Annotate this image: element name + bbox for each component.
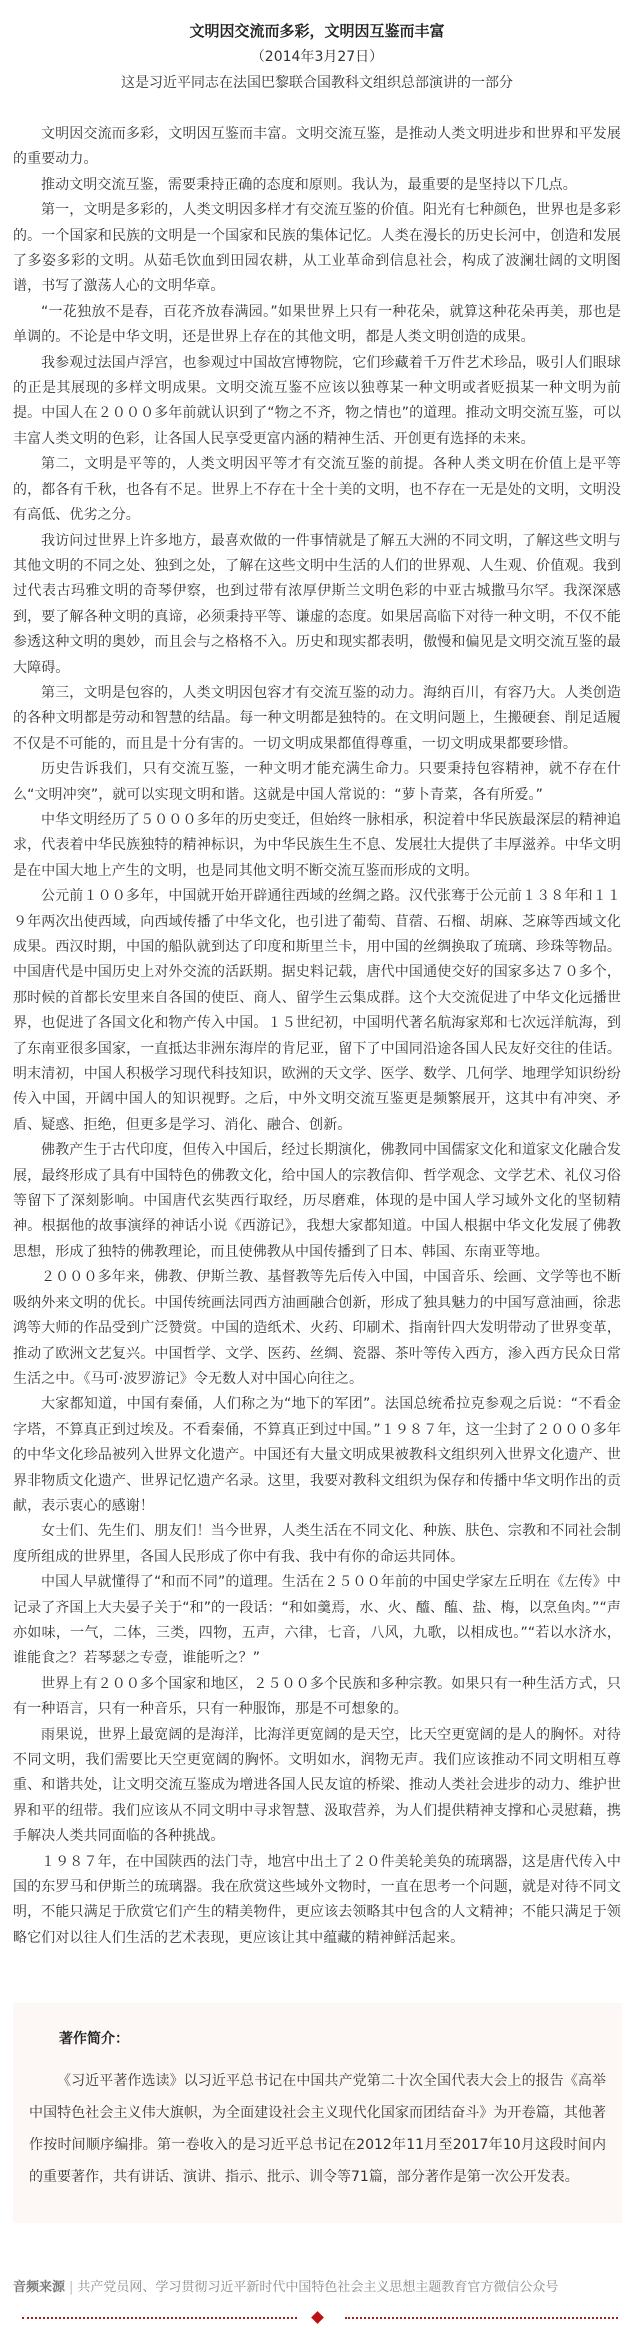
decorative-divider [0, 2308, 634, 2328]
paragraph: 佛教产生于古代印度，但传入中国后，经过长期演化，佛教同中国儒家文化和道家文化融合发展，最终形成了具有中国特色的佛教文化，给中国人的宗教信仰、哲学观念、文学艺术、礼仪习俗等留下了深刻影响。中国唐代玄奘西行取经，历尽磨难，体现的是中国人学习域外文化的坚韧精神。根据他的故事演绎的神话小说《西游记》，我想大家都知道。中国人根据中华文化发展了佛教思想，形成了独特的佛教理论，而且使佛教从中国传播到了日本、韩国、东南亚等地。 [13, 1142, 621, 1260]
article-subtitle: 这是习近平同志在法国巴黎联合国教科文组织总部演讲的一部分 [121, 75, 513, 91]
paragraph: １９８７年，在中国陕西的法门寺，地宫中出土了２０件美轮美奂的琉璃器，这是唐代传入中国的东罗马和伊斯兰的琉璃器。我在欣赏这些域外文物时，一直在思考一个问题，就是对待不同文明，不能只满足于欣赏它们产生的精美物件，更应该去领略其中包含的人文精神；不能只满足于领略它们对以往人们生活的艺术表现，更应该让其中蕴藏的精神鲜活起来。 [13, 1853, 621, 1946]
paragraph: ２０００多年来，佛教、伊斯兰教、基督教等先后传入中国，中国音乐、绘画、文学等也不断吸纳外来文明的优长。中国传统画法同西方油画融合创新，形成了独具魅力的中国写意油画，徐悲鸿等大师的作品受到广泛赞赏。中国的造纸术、火药、印刷术、指南针四大发明带动了世界变革，推动了欧洲文艺复兴。中国哲学、文学、医药、丝绸、瓷器、茶叶等传入西方，渗入西方民众日常生活之中。《马可·波罗游记》令无数人对中国心向往之。 [13, 1269, 621, 1387]
book-intro-box [13, 2003, 622, 2223]
paragraph: 世界上有２００多个国家和地区，２５００多个民族和多种宗教。如果只有一种生活方式，只有一种语言，只有一种音乐，只有一种服饰，那是不可想象的。 [13, 1675, 621, 1718]
paragraph: 第二，文明是平等的，人类文明因平等才有交流互鉴的前提。各种人类文明在价值上是平等的，都各有千秋，也各有不足。世界上不存在十全十美的文明，也不存在一无是处的文明，文明没有高低、优劣之分。 [13, 456, 621, 524]
paragraph: 第一，文明是多彩的，人类文明因多样才有交流互鉴的价值。阳光有七种颜色，世界也是多彩的。一个国家和民族的文明是一个国家和民族的集体记忆。人类在漫长的历史长河中，创造和发展了多姿多彩的文明。从茹毛饮血到田园农耕，从工业革命到信息社会，构成了波澜壮阔的文明图谱，书写了激荡人心的文明华章。 [13, 202, 621, 295]
paragraph: 大家都知道，中国有秦俑，人们称之为“地下的军团”。法国总统希拉克参观之后说：“不看金字塔，不算真正到过埃及。不看秦俑，不算真正到过中国。”１９８７年，这一尘封了２０００多年的中华文化珍品被列入世界文化遗产。中国还有大量文明成果被教科文组织列入世界文化遗产、世界非物质文化遗产、世界记忆遗产名录。这里，我要对教科文组织为保存和传播中华文明作出的贡献，表示衷心的感谢！ [13, 1396, 621, 1514]
article-header [0, 0, 634, 96]
paragraph: 我参观过法国卢浮宫，也参观过中国故宫博物院，它们珍藏着千万件艺术珍品，吸引人们眼球的正是其展现的多样文明成果。文明交流互鉴不应该以独尊某一种文明或者贬损某一种文明为前提。中国人在２０００多年前就认识到了“物之不齐，物之情也”的道理。推动文明交流互鉴，可以丰富人类文明的色彩，让各国人民享受更富内涵的精神生活、开创更有选择的未来。 [13, 354, 621, 447]
diamond-icon [311, 2311, 324, 2324]
paragraph: 历史告诉我们，只有交流互鉴，一种文明才能充满生命力。只要秉持包容精神，就不存在什么“文明冲突”，就可以实现文明和谐。这就是中国人常说的：“萝卜青菜，各有所爱。” [13, 761, 621, 803]
paragraph: 公元前１００多年，中国就开始开辟通往西域的丝绸之路。汉代张骞于公元前１３８年和１１９年两次出使西域，向西域传播了中华文化，也引进了葡萄、苜蓿、石榴、胡麻、芝麻等西域文化成果。西汉时期，中国的船队就到达了印度和斯里兰卡，用中国的丝绸换取了琉璃、珍珠等物品。中国唐代是中国历史上对外交流的活跃期。据史料记载，唐代中国通使交好的国家多达７０多个，那时候的首都长安里来自各国的使臣、商人、留学生云集成群。这个大交流促进了中华文化远播世界，也促进了各国文化和物产传入中国。１５世纪初，中国明代著名航海家郑和七次远洋航海，到了东南亚很多国家，一直抵达非洲东海岸的肯尼亚，留下了中国同沿途各国人民友好交往的佳话。明末清初，中国人积极学习现代科技知识，欧洲的天文学、医学、数学、几何学、地理学知识纷纷传入中国，开阔中国人的知识视野。之后，中外文明交流互鉴更是频繁展开，这其中有冲突、矛盾、疑惑、拒绝，但更多是学习、消化、融合、创新。 [13, 888, 621, 1133]
paragraph: 第三，文明是包容的，人类文明因包容才有交流互鉴的动力。海纳百川，有容乃大。人类创造的各种文明都是劳动和智慧的结晶。每一种文明都是独特的。在文明问题上，生搬硬套、削足适履不仅是不可能的，而且是十分有害的。一切文明成果都值得尊重，一切文明成果都要珍惜。 [13, 684, 621, 752]
paragraph: 我访问过世界上许多地方，最喜欢做的一件事情就是了解五大洲的不同文明，了解这些文明与其他文明的不同之处、独到之处，了解在这些文明中生活的人们的世界观、人生观、价值观。我到过代表古玛雅文明的奇琴伊察，也到过带有浓厚伊斯兰文明色彩的中亚古城撒马尔罕。我深深感到，要了解各种文明的真谛，必须秉持平等、谦虚的态度。如果居高临下对待一种文明，不仅不能参透这种文明的奥妙，而且会与之格格不入。历史和现实都表明，傲慢和偏见是文明交流互鉴的最大障碍。 [13, 532, 621, 676]
paragraph: “一花独放不是春，百花齐放春满园。”如果世界上只有一种花朵，就算这种花朵再美，那也是单调的。不论是中华文明，还是世界上存在的其他文明，都是人类文明创造的成果。 [13, 303, 621, 346]
audio-source-text: 共产党员网、学习贯彻习近平新时代中国特色社会主义思想主题教育官方微信公众号 [77, 2280, 559, 2296]
paragraph: 文明因交流而多彩，文明因互鉴而丰富。文明交流互鉴，是推动人类文明进步和世界和平发展的重要动力。 [13, 126, 621, 168]
article-date: （2014年3月27日） [250, 49, 384, 65]
paragraph: 推动文明交流互鉴，需要秉持正确的态度和原则。我认为，最重要的是坚持以下几点。 [41, 176, 577, 193]
book-intro-heading: 著作简介： [59, 2031, 129, 2048]
article-body [0, 122, 634, 1951]
paragraph: 雨果说，世界上最宽阔的是海洋，比海洋更宽阔的是天空，比天空更宽阔的是人的胸怀。对待不同文明，我们需要比天空更宽阔的胸怀。文明如水，润物无声。我们应该推动不同文明相互尊重、和谐共处，让文明交流互鉴成为增进各国人民友谊的桥梁、推动人类社会进步的动力、维护世界和平的纽带。我们应该从不同文明中寻求智慧、汲取营养，为人们提供精神支撑和心灵慰藉，携手解决人类共同面临的各种挑战。 [13, 1726, 621, 1845]
paragraph: 女士们、先生们、朋友们！当今世界，人类生活在不同文化、种族、肤色、宗教和不同社会制度所组成的世界里，各国人民形成了你中有我、我中有你的命运共同体。 [13, 1523, 621, 1565]
article-title: 文明因交流而多彩，文明因互鉴而丰富 [189, 22, 445, 40]
audio-source [13, 2278, 634, 2298]
source-separator: | [69, 2280, 74, 2296]
paragraph: 中华文明经历了５０００多年的历史变迁，但始终一脉相承，积淀着中华民族最深层的精神追求，代表着中华民族独特的精神标识，为中华民族生生不息、发展壮大提供了丰厚滋养。中华文明是在中国大地上产生的文明，也是同其他文明不断交流互鉴而形成的文明。 [13, 811, 621, 879]
divider-line-right [345, 2317, 618, 2321]
divider-line-left [22, 2317, 297, 2321]
audio-source-label: 音频来源 [13, 2280, 66, 2296]
paragraph: 中国人早就懂得了“和而不同”的道理。生活在２５００年前的中国史学家左丘明在《左传》中记录了齐国上大夫晏子关于“和”的一段话：“和如羹焉，水、火、醯、醢、盐、梅，以烹鱼肉。”“声亦如味，一气，二体，三类，四物，五声，六律，七音，八风，九歌，以相成也。”“若以水济水，谁能食之？若琴瑟之专壹，谁能听之？” [13, 1574, 621, 1667]
book-intro-text: 《习近平著作选读》以习近平总书记在中国共产党第二十次全国代表大会上的报告《高举中国特色社会主义伟大旗帜，为全面建设社会主义现代化国家而团结奋斗》为开卷篇，其他著作按时间顺序编排。第一卷收入的是习近平总书记在2012年11月至2017年10月这段时间内的重要著作，共有讲话、演讲、指示、批示、训令等71篇，部分著作是第一次公开发表。 [29, 2073, 606, 2186]
